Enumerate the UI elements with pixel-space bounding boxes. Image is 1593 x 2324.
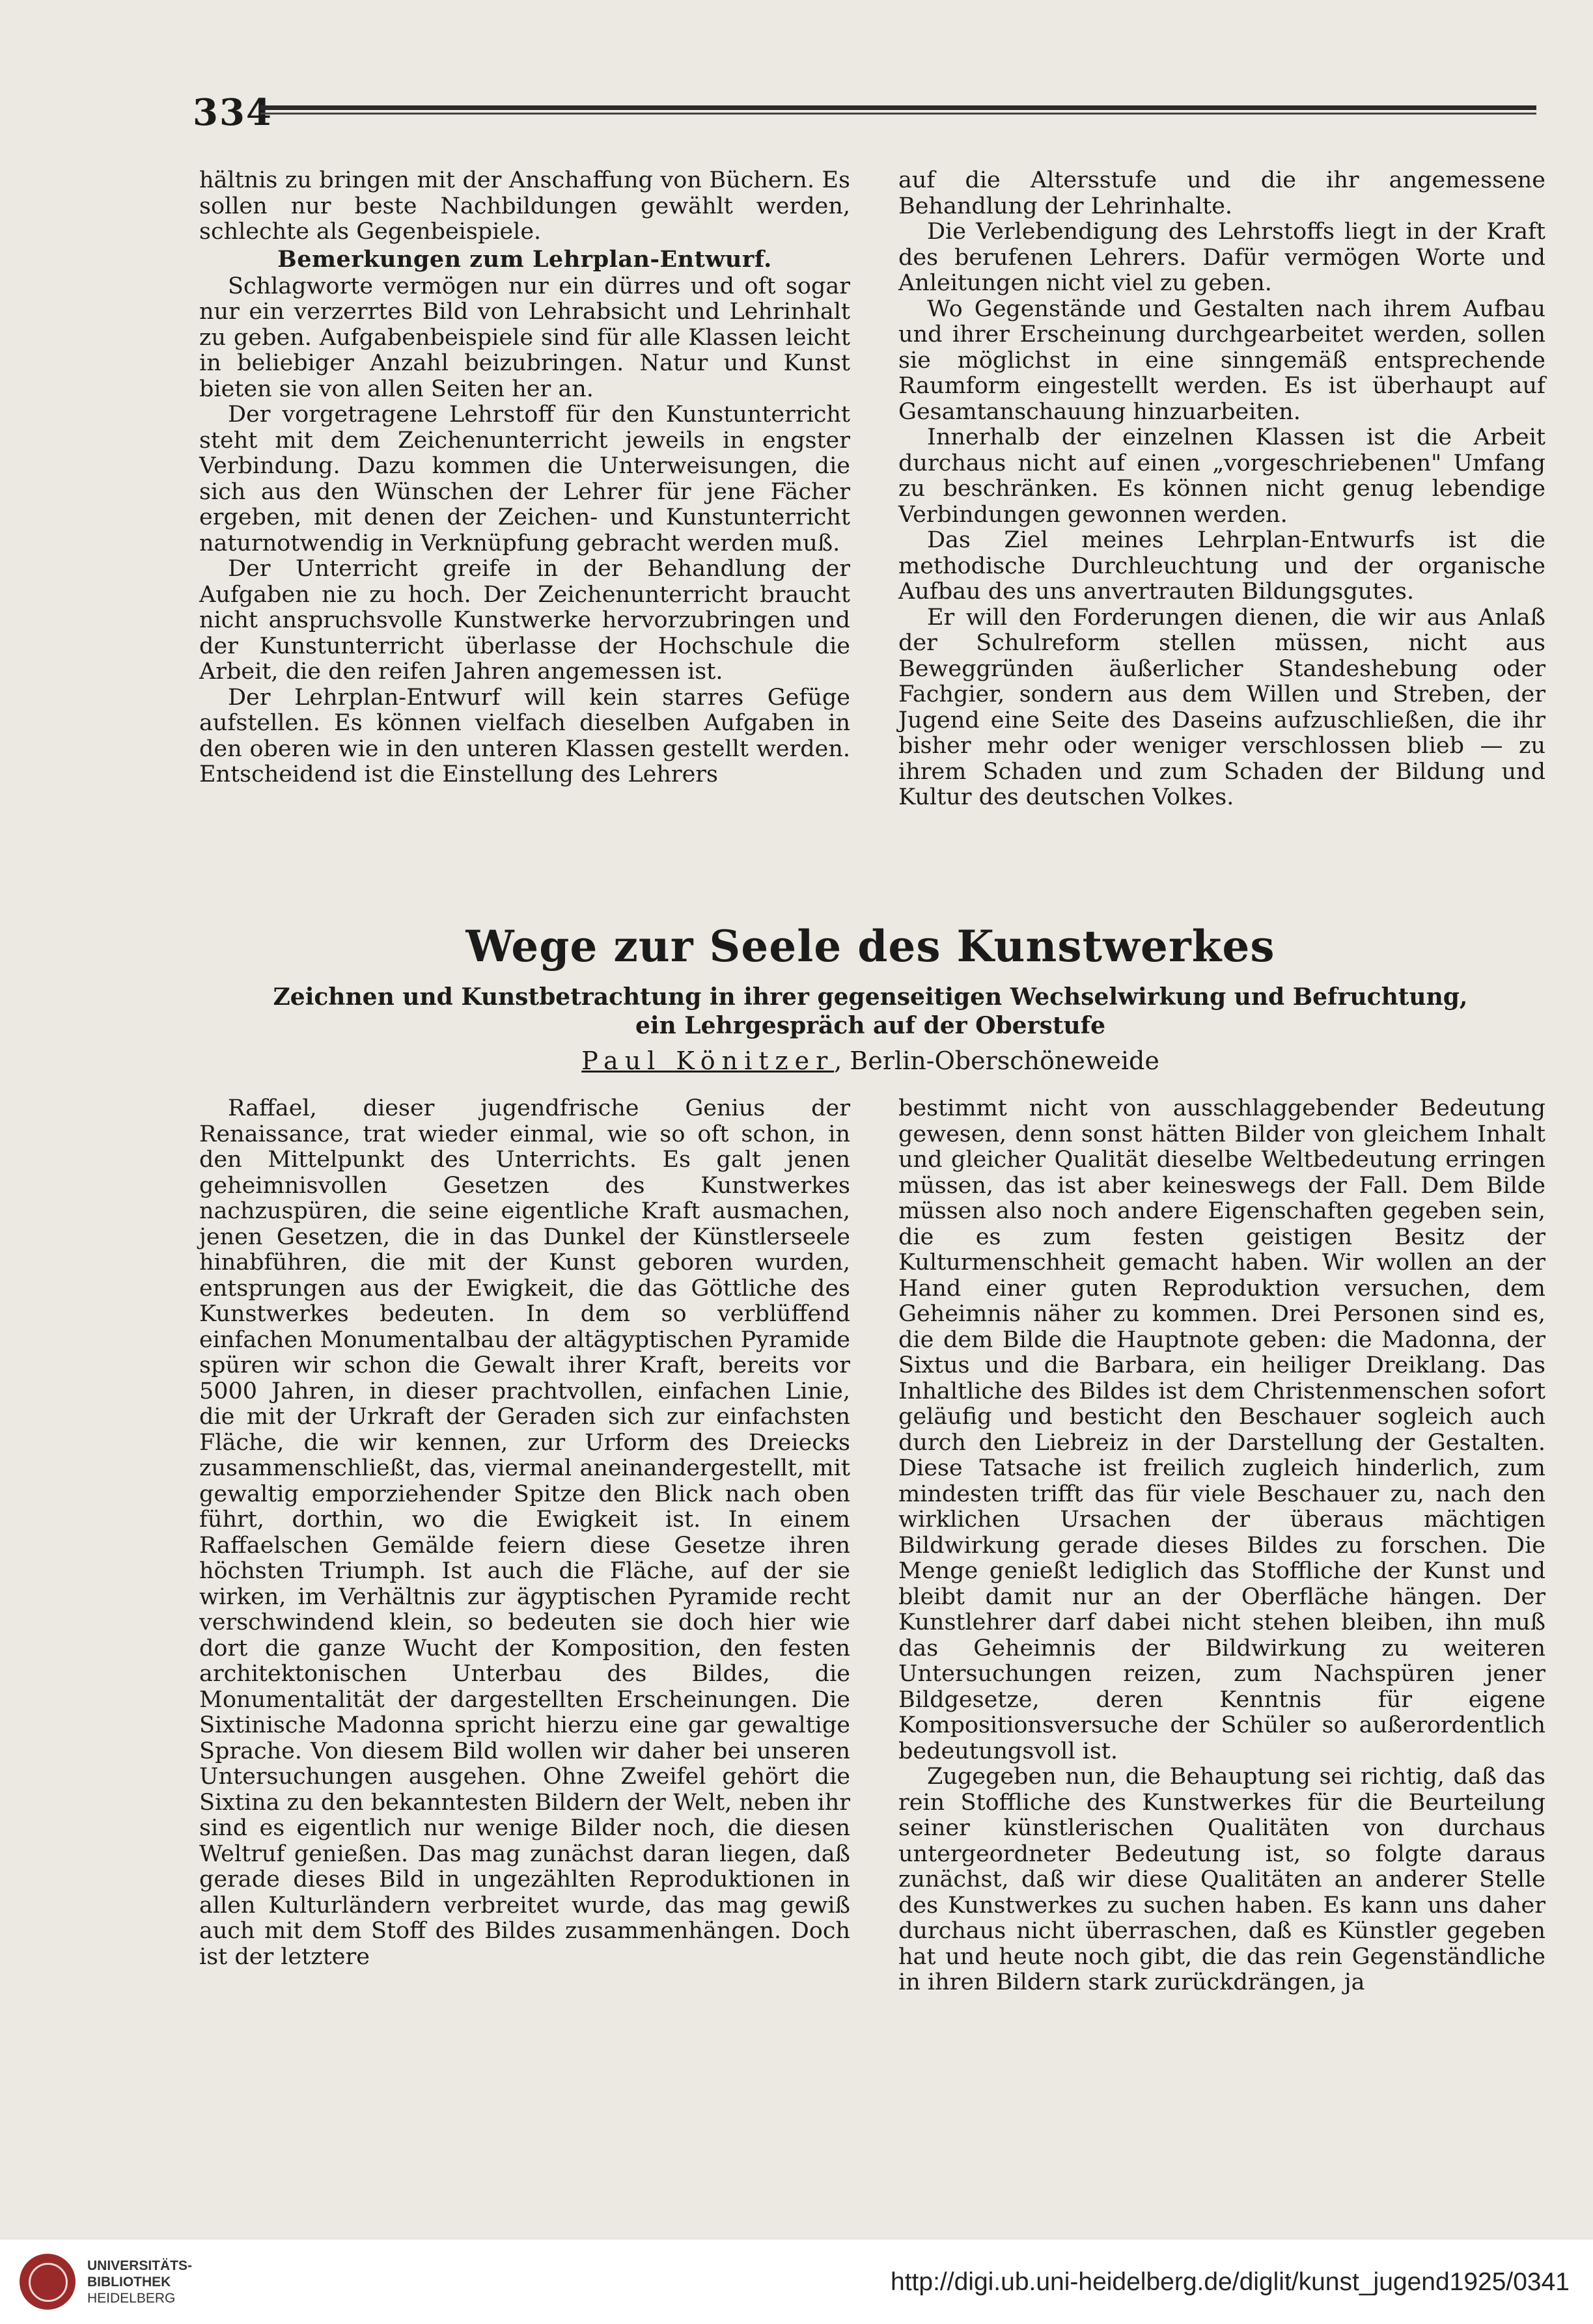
paragraph: Die Verlebendigung des Lehrstoffs liegt in der Kraft des berufenen Lehrers. Dafür vermögen Worte und Anleitungen nicht viel zu geben. [898, 219, 1545, 296]
paragraph: Der Lehrplan-Entwurf will kein starres Gefüge aufstellen. Es können vielfach dieselben Aufgaben in den oberen wie in den unteren Klassen gestellt werden. Entscheidend ist die Einstellung des Lehrers [199, 684, 850, 787]
paragraph: bestimmt nicht von ausschlaggebender Bedeutung gewesen, denn sonst hätten Bilder von gleichem Inhalt und gleicher Qualität dieselbe Weltbedeutung erringen müssen, das ist aber keineswegs der Fall. Dem Bilde müssen also noch andere Eigenschaften gegeben sein, die es zum festen geistigen Besitz der Kulturmenschheit gemacht haben. Wir wollen an der Hand einer guten Reproduktion versuchen, dem Geheimnis näher zu kommen. Drei Personen sind es, die dem Bilde die Hauptnote geben: die Madonna, der Sixtus und die Barbara, ein heiliger Dreiklang. Das Inhaltliche des Bildes ist dem Christenmenschen sofort geläufig und besticht den Beschauer sogleich auch durch den Liebreiz in der Darstellung der Gestalten. Diese Tatsache ist freilich zugleich hinderlich, zum mindesten trifft das für viele Beschauer zu, nach den wirklichen Ursachen der überaus mächtigen Bildwirkung gerade dieses Bildes zu forschen. Die Menge genießt lediglich das Stoffliche der Kunst und bleibt damit nur an der Oberfläche hängen. Der Kunstlehrer darf dabei nicht stehen bleiben, ihn muß das Geheimnis der Bildwirkung zu weiteren Untersuchungen reizen, zum Nachspüren jener Bildgesetze, deren Kenntnis für eigene Kompositionsversuche der Schüler so außerordentlich bedeutungsvoll ist. [898, 1095, 1545, 1764]
subtitle-line: Zeichnen und Kunstbetrachtung in ihrer gegenseitigen Wechselwirkung und Befruchtung, [273, 983, 1468, 1011]
paragraph: Zugegeben nun, die Behauptung sei richtig, daß das rein Stoffliche des Kunstwerkes für die Beurteilung seiner künstlerischen Qualitäten von durchaus untergeordneter Bedeutung ist, so folgte daraus zunächst, daß wir diese Qualitäten an anderer Stelle des Kunstwerkes zu suchen haben. Es kann uns daher durchaus nicht überraschen, daß es Künstler gegeben hat und heute noch gibt, die das rein Gegenständliche in ihren Bildern stark zurückdrängen, ja [898, 1764, 1545, 1995]
paragraph: Das Ziel meines Lehrplan-Entwurfs ist die methodische Durchleuchtung und der organische Aufbau des uns anvertrauten Bildungsgutes. [898, 527, 1545, 605]
byline [195, 1046, 1545, 1075]
paragraph: Schlagworte vermögen nur ein dürres und oft sogar nur ein verzerrtes Bild von Lehrabsicht und Lehrinhalt zu geben. Aufgabenbeispiele sind für alle Klassen leicht in beliebiger Anzahl beizubringen. Natur und Kunst bieten sie von allen Seiten her an. [199, 273, 850, 402]
paragraph: auf die Altersstufe und die ihr angemessene Behandlung der Lehrinhalte. [898, 167, 1545, 219]
paragraph: Er will den Forderungen dienen, die wir aus Anlaß der Schulreform stellen müssen, nicht aus Beweggründen äußerlicher Standeshebung oder Fachgier, sondern aus dem Willen und Streben, der Jugend eine Seite des Daseins aufzuschließen, die ihr bisher mehr oder weniger verschlossen blieb — zu ihrem Schaden und zum Schaden der Bildung und Kultur des deutschen Volkes. [898, 604, 1545, 810]
author-name: Paul Könitzer [581, 1046, 835, 1075]
university-seal-icon [20, 2254, 76, 2310]
top-column-left [199, 168, 850, 788]
paragraph: Raffael, dieser jugendfrische Genius der Renaissance, trat wieder einmal, wie so oft schon, in den Mittelpunkt des Unterrichts. Es galt jenen geheimnisvollen Gesetzen des Kunstwerkes nachzuspüren, die seine eigentliche Kraft ausmachen, jenen Gesetzen, die in das Dunkel der Künstlerseele hinabführen, die mit der Kunst geboren wurden, entsprungen aus der Ewigkeit, die das Göttliche des Kunstwerkes bedeuten. In dem so verblüffend einfachen Monumentalbau der altägyptischen Pyramide spüren wir schon die Gewalt ihrer Kraft, bereits vor 5000 Jahren, in dieser prachtvollen, einfachen Linie, die mit der Urkraft der Geraden sich zur einfachsten Fläche, die wir kennen, zur Urform des Dreiecks zusammenschließt, das, viermal aneinandergestellt, mit gewaltig emporziehender Spitze den Blick nach oben führt, dorthin, wo die Ewigkeit ist. In einem Raffaelschen Gemälde feiern diese Gesetze ihren höchsten Triumph. Ist auch die Fläche, auf der sie wirken, im Verhältnis zur ägyptischen Pyramide recht verschwindend klein, so bedeuten sie doch hier wie dort die ganze Wucht der Komposition, den festen architektonischen Unterbau des Bildes, die Monumentalität der dargestellten Erscheinungen. Die Sixtinische Madonna spricht hierzu eine gar gewaltige Sprache. Von diesem Bild wollen wir daher bei unseren Untersuchungen ausgehen. Ohne Zweifel gehört die Sixtina zu den bekanntesten Bildern der Welt, neben ihr sind es eigentlich nur wenige Bilder noch, die diesen Weltruf genießen. Das mag zunächst daran liegen, daß gerade dieses Bild in ungezählten Reproduktionen in allen Kulturländern verbreitet wurde, das mag gewiß auch mit dem Stoff des Bildes zusammenhängen. Doch ist der letztere [199, 1095, 850, 1970]
library-logo[interactable] [20, 2254, 208, 2312]
paragraph: Innerhalb der einzelnen Klassen ist die Arbeit durchaus nicht auf einen „vorgeschriebenen" Umfang zu beschränken. Es können nicht genug lebendige Verbindungen gewonnen werden. [898, 424, 1545, 528]
page-number: 334 [193, 91, 273, 134]
subtitle-line: ein Lehrgespräch auf der Oberstufe [635, 1012, 1106, 1039]
library-name: UNIVERSITÄTS- BIBLIOTHEK HEIDELBERG [87, 2258, 193, 2306]
permalink-url[interactable]: http://digi.ub.uni-heidelberg.de/diglit/kunst_jugend1925/0341 [891, 2268, 1570, 2296]
paragraph: hältnis zu bringen mit der Anschaffung von Büchern. Es sollen nur beste Nachbildungen gewählt werden, schlechte als Gegenbeispiele. [199, 167, 850, 245]
author-place: , Berlin-Oberschöneweide [834, 1046, 1159, 1075]
paragraph: Wo Gegenstände und Gestalten nach ihrem Aufbau und ihrer Erscheinung durchgearbeitet werden, sollen sie möglichst in eine sinngemäß entsprechende Raumform eingestellt werden. Es ist überhaupt auf Gesamtanschauung hinzuarbeiten. [898, 295, 1545, 425]
paragraph: Der vorgetragene Lehrstoff für den Kunstunterricht steht mit dem Zeichenunterricht jeweils in engster Verbindung. Dazu kommen die Unterweisungen, die sich aus den Wünschen der Lehrer für jene Fächer ergeben, mit denen der Zeichen- und Kunstunterricht naturnotwendig in Verknüpfung gebracht werden muß. [199, 402, 850, 556]
viewer-footer [0, 2239, 1593, 2324]
article-column-left [199, 1096, 850, 1970]
article-title: Wege zur Seele des Kunstwerkes [465, 921, 1275, 972]
article-subtitle [195, 983, 1545, 1040]
article-column-right [898, 1096, 1545, 1996]
header-rule [260, 105, 1536, 115]
top-column-right [898, 168, 1545, 811]
paragraph: Der Unterricht greife in der Behandlung der Aufgaben nie zu hoch. Der Zeichenunterricht braucht nicht anspruchsvolle Kunstwerke hervorzubringen und der Kunstunterricht überlasse der Hochschule die Arbeit, die den reifen Jahren angemessen ist. [199, 556, 850, 685]
section-heading: Bemerkungen zum Lehrplan-Entwurf. [277, 245, 772, 273]
